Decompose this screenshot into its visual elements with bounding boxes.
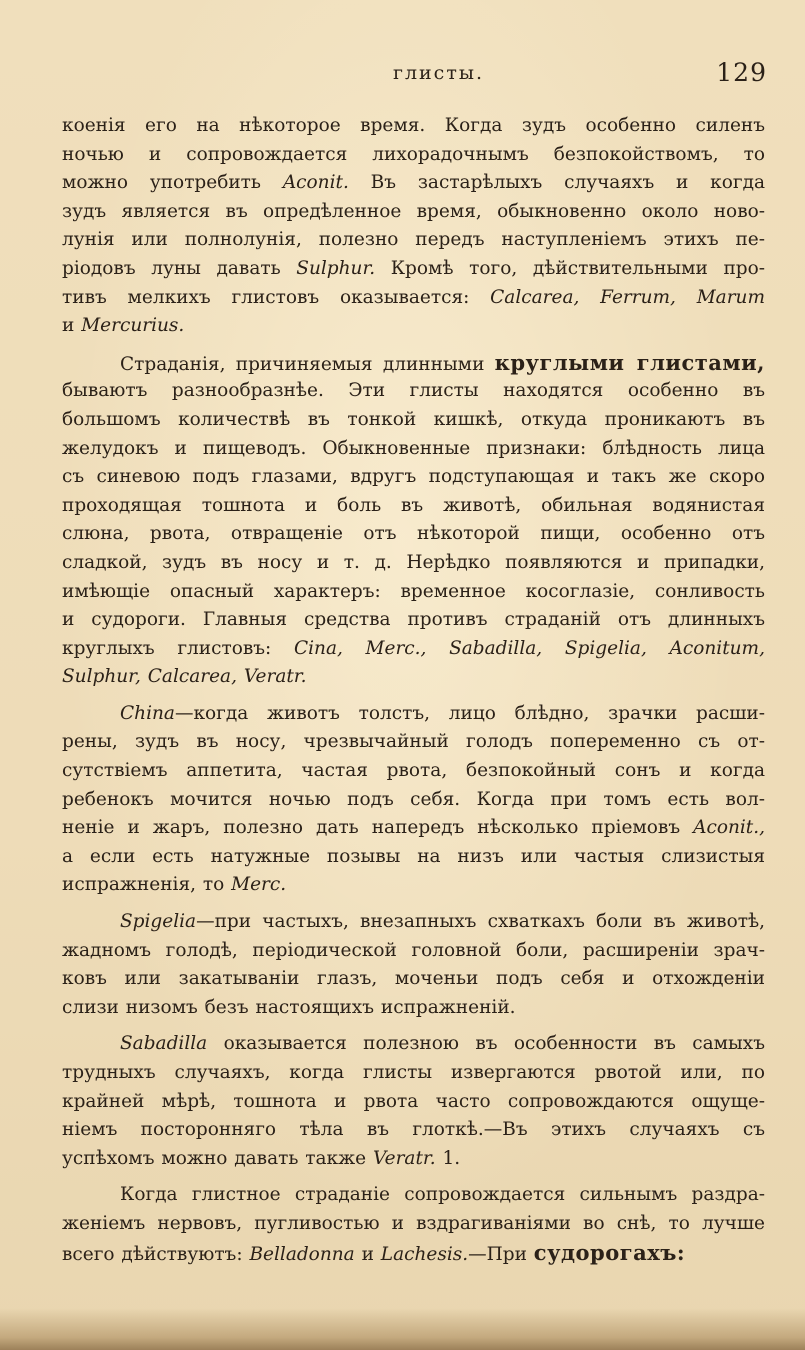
text-span: Въ застарѣлыхъ случаяхъ и когда [348, 172, 765, 194]
text-span: ковъ или закатываніи глазъ, моченьи подъ себя и отхожденіи [62, 968, 765, 990]
text-line [62, 349, 765, 378]
text-line [62, 226, 765, 255]
book-text [62, 112, 765, 1267]
text-line [62, 1088, 765, 1117]
paragraph [62, 349, 765, 692]
text-span: зудъ является въ опредѣленное время, обыкновенно около ново- [62, 200, 765, 222]
remedy-name: Sabadilla, [449, 637, 543, 659]
text-span: успѣхомъ можно давать также [62, 1147, 373, 1169]
text-line [62, 663, 765, 692]
remedy-name: Sulphur, [62, 666, 141, 688]
text-span: и судороги. Главныя средства противъ страданій отъ длинныхъ [62, 609, 765, 631]
text-span: имѣющіе опасный характеръ: временное косоглазіе, сонливость [62, 580, 765, 602]
text-line [62, 435, 765, 464]
text-span: лунія или полнолунія, полезно передъ наступленіемъ этихъ пе- [62, 229, 765, 251]
page-header [60, 60, 767, 90]
text-span: трудныхъ случаяхъ, когда глисты извергаются рвотой или, по [62, 1062, 765, 1083]
remedy-name: Mercurius. [81, 315, 185, 337]
text-line [62, 377, 765, 406]
text-span [676, 287, 697, 308]
text-line [62, 871, 765, 900]
text-line [62, 255, 765, 284]
text-span [647, 638, 670, 659]
text-span: ребенокъ мочится ночью подъ себя. Когда при томъ есть вол- [62, 788, 765, 810]
text-line [62, 965, 765, 994]
remedy-name: Aconitum, [669, 637, 765, 659]
text-span: ночью и сопровождается лихорадочнымъ безпокойствомъ, то [62, 143, 765, 165]
text-line [62, 463, 765, 492]
text-span [542, 638, 565, 659]
remedy-name: Veratr. [243, 666, 307, 688]
text-line [62, 757, 765, 786]
text-span: крайней мѣрѣ, тошнота и рвота часто сопровождаются ощуще- [62, 1090, 765, 1112]
text-line [62, 578, 765, 607]
text-line [62, 312, 765, 341]
remedy-name: Spigelia, [564, 637, 647, 659]
remedy-name: Calcarea, [490, 286, 580, 308]
remedy-name: Merc. [231, 874, 287, 896]
text-span: оказывается полезною въ особенности въ самыхъ [207, 1033, 765, 1055]
remedy-name: Merc., [365, 637, 427, 659]
text-span: а если есть натужные позывы на низъ или частыя слизистыя [62, 845, 765, 867]
text-line [62, 1145, 765, 1174]
page-bottom-edge [0, 1308, 805, 1350]
text-line [62, 406, 765, 435]
paragraph [62, 1030, 765, 1173]
remedy-name: Lachesis. [380, 1243, 469, 1265]
text-line [62, 843, 765, 872]
text-span: всего дѣйствуютъ: [62, 1243, 250, 1265]
paragraph [62, 112, 765, 341]
emphasis-text: судорогахъ: [533, 1239, 686, 1265]
text-span: коенія его на нѣкоторое время. Когда зудъ особенно силенъ [62, 115, 765, 136]
text-span: сладкой, зудъ въ носу и т. д. Нерѣдко появляются и припадки, [62, 551, 765, 573]
page-number: 129 [716, 58, 767, 87]
paragraph [62, 1181, 765, 1267]
remedy-name: Cina, [293, 637, 343, 659]
text-span [343, 638, 366, 659]
text-span: сутствіемъ аппетита, частая рвота, безпокойный сонъ и когда [62, 760, 765, 782]
text-span: Кромѣ того, дѣйствительными про- [375, 257, 766, 279]
text-line [62, 1181, 765, 1210]
text-span: бываютъ разнообразнѣе. Эти глисты находятся особенно въ [62, 380, 765, 402]
text-span: жадномъ голодѣ, періодической головной боли, расширеніи зрач- [62, 939, 765, 961]
text-line [62, 728, 765, 757]
text-span [237, 666, 244, 687]
emphasis-text: круглыми глистами, [494, 349, 765, 375]
text-line [62, 700, 765, 729]
remedy-name: Aconit., [693, 817, 765, 839]
text-span: слизи низомъ безъ настоящихъ испражненій. [62, 996, 516, 1018]
text-span: Когда глистное страданіе сопровождается сильнымъ раздра- [120, 1184, 765, 1206]
text-span: —при частыхъ, внезапныхъ схваткахъ боли въ животѣ, [196, 911, 765, 933]
text-span: слюна, рвота, отвращеніе отъ нѣкоторой пищи, особенно отъ [62, 523, 765, 545]
text-line [62, 994, 765, 1023]
text-line [62, 1059, 765, 1088]
remedy-name: Sulphur. [296, 257, 376, 279]
text-line [62, 549, 765, 578]
text-span: ріодовъ луны давать [62, 257, 297, 279]
text-line [62, 908, 765, 937]
text-span: ніемъ посторонняго тѣла въ глоткѣ.—Въ этихъ случаяхъ съ [62, 1119, 765, 1141]
paragraph [62, 908, 765, 1022]
text-span: женіемъ нервовъ, пугливостью и вздрагиваніями во снѣ, то лучше [62, 1212, 765, 1234]
text-span: —когда животъ толстъ, лицо блѣдно, зрачки расши- [174, 702, 765, 724]
text-span: 1. [435, 1147, 461, 1169]
remedy-name: Marum [696, 286, 766, 308]
text-span [141, 666, 148, 687]
text-span: испражненія, то [62, 874, 232, 896]
paragraph [62, 700, 765, 900]
running-head: глисты. [392, 62, 484, 84]
text-line [62, 169, 765, 198]
text-span: проходящая тошнота и боль въ животѣ, обильная водянистая [62, 494, 765, 516]
text-line [62, 814, 765, 843]
text-line [62, 937, 765, 966]
text-span: —При [468, 1243, 534, 1265]
text-line [62, 606, 765, 635]
text-span: можно употребить [62, 172, 283, 194]
text-span: Страданія, причиняемыя длинными [120, 353, 495, 375]
text-span: большомъ количествѣ въ тонкой кишкѣ, откуда проникаютъ въ [62, 408, 765, 430]
text-line [62, 141, 765, 170]
remedy-name: China [120, 702, 175, 724]
text-span: съ синевою подъ глазами, вдругъ подступающая и такъ же скоро [62, 466, 765, 488]
text-line [62, 1030, 765, 1059]
text-span: и [62, 315, 82, 337]
text-line [62, 1239, 765, 1268]
text-line [62, 492, 765, 521]
remedy-name: Calcarea, [147, 666, 237, 688]
text-line [62, 198, 765, 227]
remedy-name: Sabadilla [120, 1033, 208, 1055]
remedy-name: Spigelia [120, 911, 197, 933]
text-line [62, 786, 765, 815]
text-line [62, 635, 765, 664]
remedy-name: Veratr. [372, 1147, 436, 1169]
text-span [579, 287, 600, 308]
text-line [62, 284, 765, 313]
text-span: рены, зудъ въ носу, чрезвычайный голодъ попеременно съ от- [62, 731, 765, 753]
text-line [62, 112, 765, 141]
text-line [62, 1210, 765, 1239]
remedy-name: Aconit. [282, 172, 349, 194]
text-span: и [354, 1243, 381, 1265]
text-span [426, 638, 449, 659]
text-line [62, 520, 765, 549]
text-span: неніе и жаръ, полезно дать напередъ нѣсколько пріемовъ [62, 817, 694, 839]
text-line [62, 1116, 765, 1145]
text-span: тивъ мелкихъ глистовъ оказывается: [62, 286, 491, 308]
remedy-name: Ferrum, [600, 286, 676, 308]
text-span: желудокъ и пищеводъ. Обыкновенные признаки: блѣдность лица [62, 437, 765, 459]
remedy-name: Belladonna [249, 1243, 355, 1265]
text-span: круглыхъ глистовъ: [62, 637, 294, 659]
